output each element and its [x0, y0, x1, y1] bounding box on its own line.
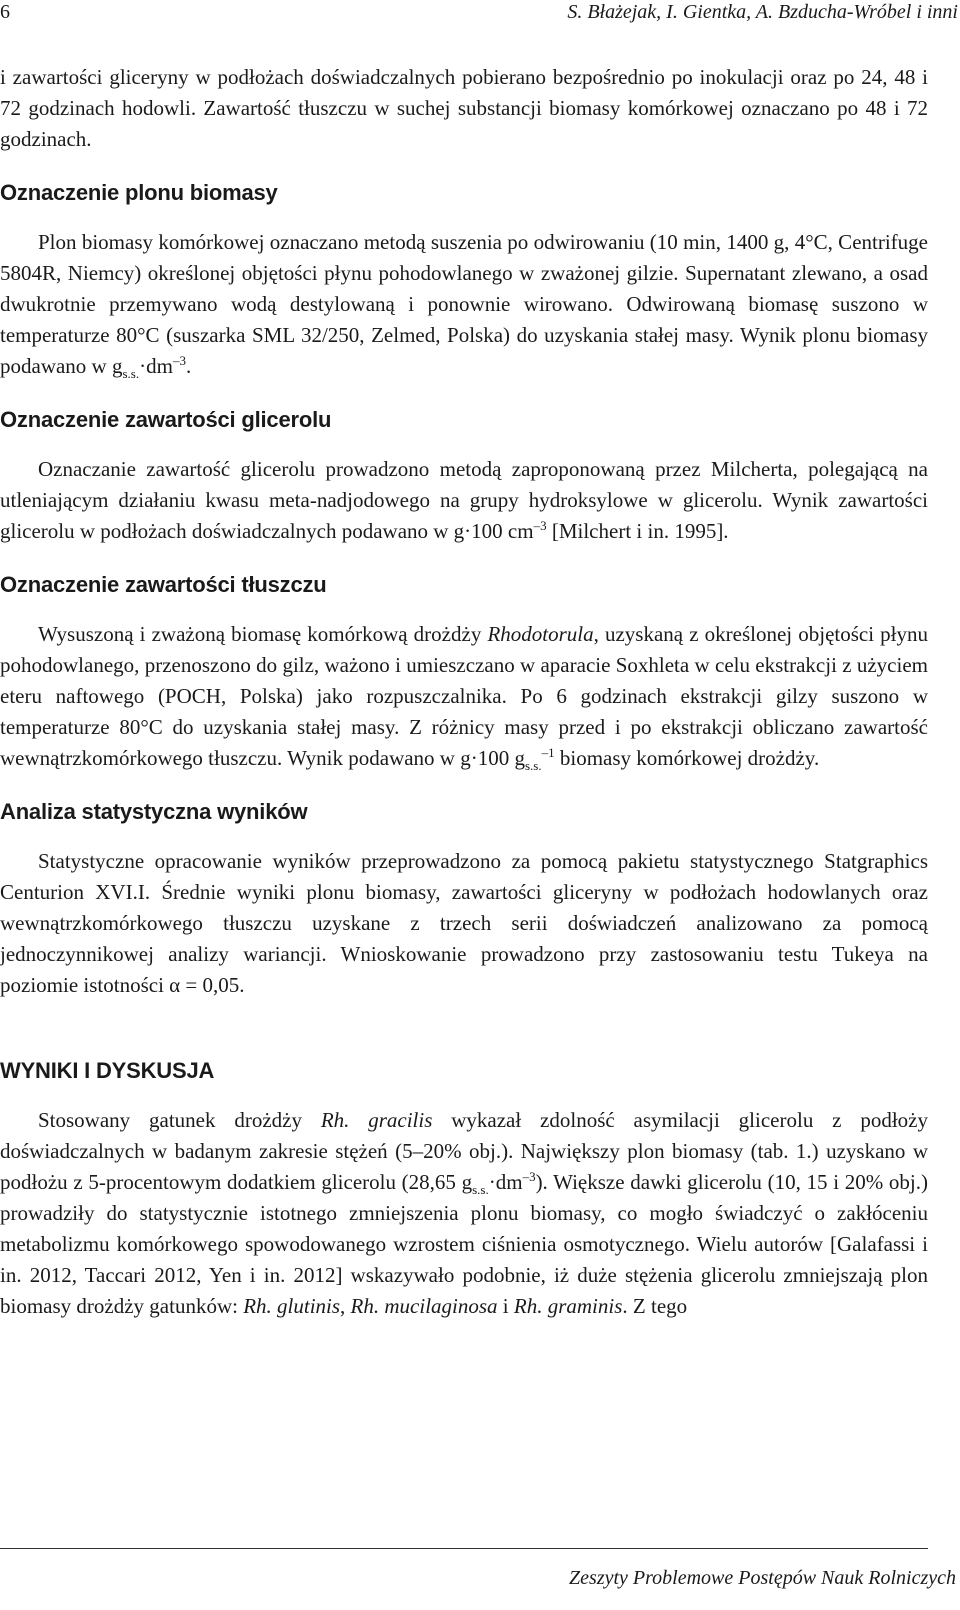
- glycerol-superscript: –3: [533, 518, 547, 533]
- section-heading-fat: Oznaczenie zawartości tłuszczu: [0, 572, 327, 597]
- fat-subscript: s.s.: [524, 758, 542, 774]
- results-subscript: s.s.: [472, 1182, 489, 1198]
- biomass-superscript: –3: [172, 353, 186, 368]
- results-italic-1: Rh. gracilis: [320, 1108, 433, 1132]
- paragraph-biomass: [0, 227, 928, 382]
- page-number: 6: [0, 1, 10, 23]
- fat-italic-genus: Rhodotorula: [487, 622, 594, 646]
- results-text-7: . Z tego: [622, 1294, 688, 1318]
- results-text-2: wykazał zdolność asymilacji glicerolu z podłoży doświadczalnych w badanym zakresie stężeń (5–20% obj.). Największy plon biomasy (tab. 1.) uzyskano w podłożu z 5-procentowym dodatkiem glicerolu (28,65 g: [0, 1108, 928, 1194]
- biomass-unit: ·dm: [139, 354, 173, 378]
- section-heading-glycerol: Oznaczenie zawartości glicerolu: [0, 407, 332, 432]
- biomass-end: .: [185, 354, 192, 378]
- journal-footer: Zeszyty Problemowe Postępów Nauk Rolniczych: [569, 1567, 956, 1589]
- results-text-4: ). Większe dawki glicerolu (10, 15 i 20% obj.) prowadziły do statystycznie istotnego zmniejszenia plonu biomasy, co mogło świadczyć o zakłóceniu metabolizmu komórkowego spowodowanego wzrostem ciśnienia osmotycznego. Wielu autorów [Galafassi i in. 2012, Taccari 2012, Yen i in. 2012] wskazywało podobnie, iż duże stężenia glicerolu zmniejszają plon biomasy drożdży gatunków:: [0, 1170, 929, 1318]
- paragraph-fat: [0, 619, 928, 774]
- results-italic-3: Rh. mucilaginosa: [350, 1294, 498, 1318]
- results-text-1: Stosowany gatunek drożdży: [38, 1108, 321, 1132]
- fat-text-b: , uzyskaną z określonej objętości płynu pohodowlanego, przenoszono do gilz, ważono i umieszczano w aparacie Soxhleta w celu ekstrakcji z użyciem eteru naftowego (POCH, Polska) jako rozpuszczalnika. Po 6 godzinach ekstrakcji gilzy suszono w temperaturze 80°C do uzyskania stałej masy. Z różnicy masy przed i po ekstrakcji obliczano zawartość wewnątrzkomórkowego tłuszczu. Wynik podawano w g·100 g: [0, 622, 928, 770]
- results-text-3: ·dm: [488, 1170, 523, 1194]
- fat-superscript: –1: [541, 745, 555, 760]
- section-heading-biomass: Oznaczenie plonu biomasy: [0, 180, 278, 205]
- results-italic-4: Rh. graminis: [513, 1294, 623, 1318]
- intro-paragraph: i zawartości gliceryny w podłożach doświadczalnych pobierano bezpośrednio po inokulacji oraz po 24, 48 i 72 godzinach hodowli. Zawartość tłuszczu w suchej substancji biomasy komórkowej oznaczano po 48 i 72 godzinach.: [0, 65, 928, 151]
- section-heading-stats: Analiza statystyczna wyników: [0, 799, 308, 824]
- footer-rule: [0, 1548, 928, 1549]
- paragraph-stats: Statystyczne opracowanie wyników przeprowadzono za pomocą pakietu statystycznego Statgraphics Centurion XVI.I. Średnie wyniki plonu biomasy, zawartości gliceryny w podłożach hodowlanych oraz wewnątrzkomórkowego tłuszczu uzyskane z trzech serii doświadczeń analizowano za pomocą jednoczynnikowej analizy wariancji. Wnioskowanie prowadzono przy zastosowaniu testu Tukeya na poziomie istotności α = 0,05.: [0, 849, 928, 997]
- glycerol-end: [Milchert i in. 1995].: [546, 519, 729, 543]
- running-head: S. Błażejak, I. Gientka, A. Bzducha-Wróbel i inni: [567, 1, 958, 23]
- results-superscript: –3: [522, 1169, 536, 1184]
- section-heading-results: WYNIKI I DYSKUSJA: [0, 1058, 215, 1083]
- results-text-6: i: [497, 1294, 514, 1318]
- biomass-text: Plon biomasy komórkowej oznaczano metodą suszenia po odwirowaniu (10 min, 1400 g, 4°C, Centrifuge 5804R, Niemcy) określonej objętości płynu pohodowlanego w zważonej gilzie. Supernatant zlewano, a osad dwukrotnie przemywano wodą destylowaną i ponownie wirowano. Odwirowaną biomasę suszono w temperaturze 80°C (suszarka SML 32/250, Zelmed, Polska) do uzyskania stałej masy. Wynik plonu biomasy podawano w g: [0, 230, 928, 378]
- paragraph-glycerol: [0, 454, 928, 547]
- glycerol-text: Oznaczanie zawartość glicerolu prowadzono metodą zaproponowaną przez Milcherta, polegającą na utleniającym działaniu kwasu meta-nadjodowego na grupy hydroksylowe w glicerolu. Wynik zawartości glicerolu w podłożach doświadczalnych podawano w g·100 cm: [0, 457, 928, 543]
- results-italic-2: Rh. glutinis: [243, 1294, 341, 1318]
- fat-end: biomasy komórkowej drożdży.: [554, 746, 820, 770]
- paragraph-results: [0, 1105, 928, 1322]
- page-header: [0, 0, 960, 30]
- fat-text-a: Wysuszoną i zważoną biomasę komórkową drożdży: [38, 622, 488, 646]
- article-body: [0, 62, 928, 1322]
- biomass-subscript: s.s.: [122, 366, 140, 382]
- results-text-5: ,: [340, 1294, 351, 1318]
